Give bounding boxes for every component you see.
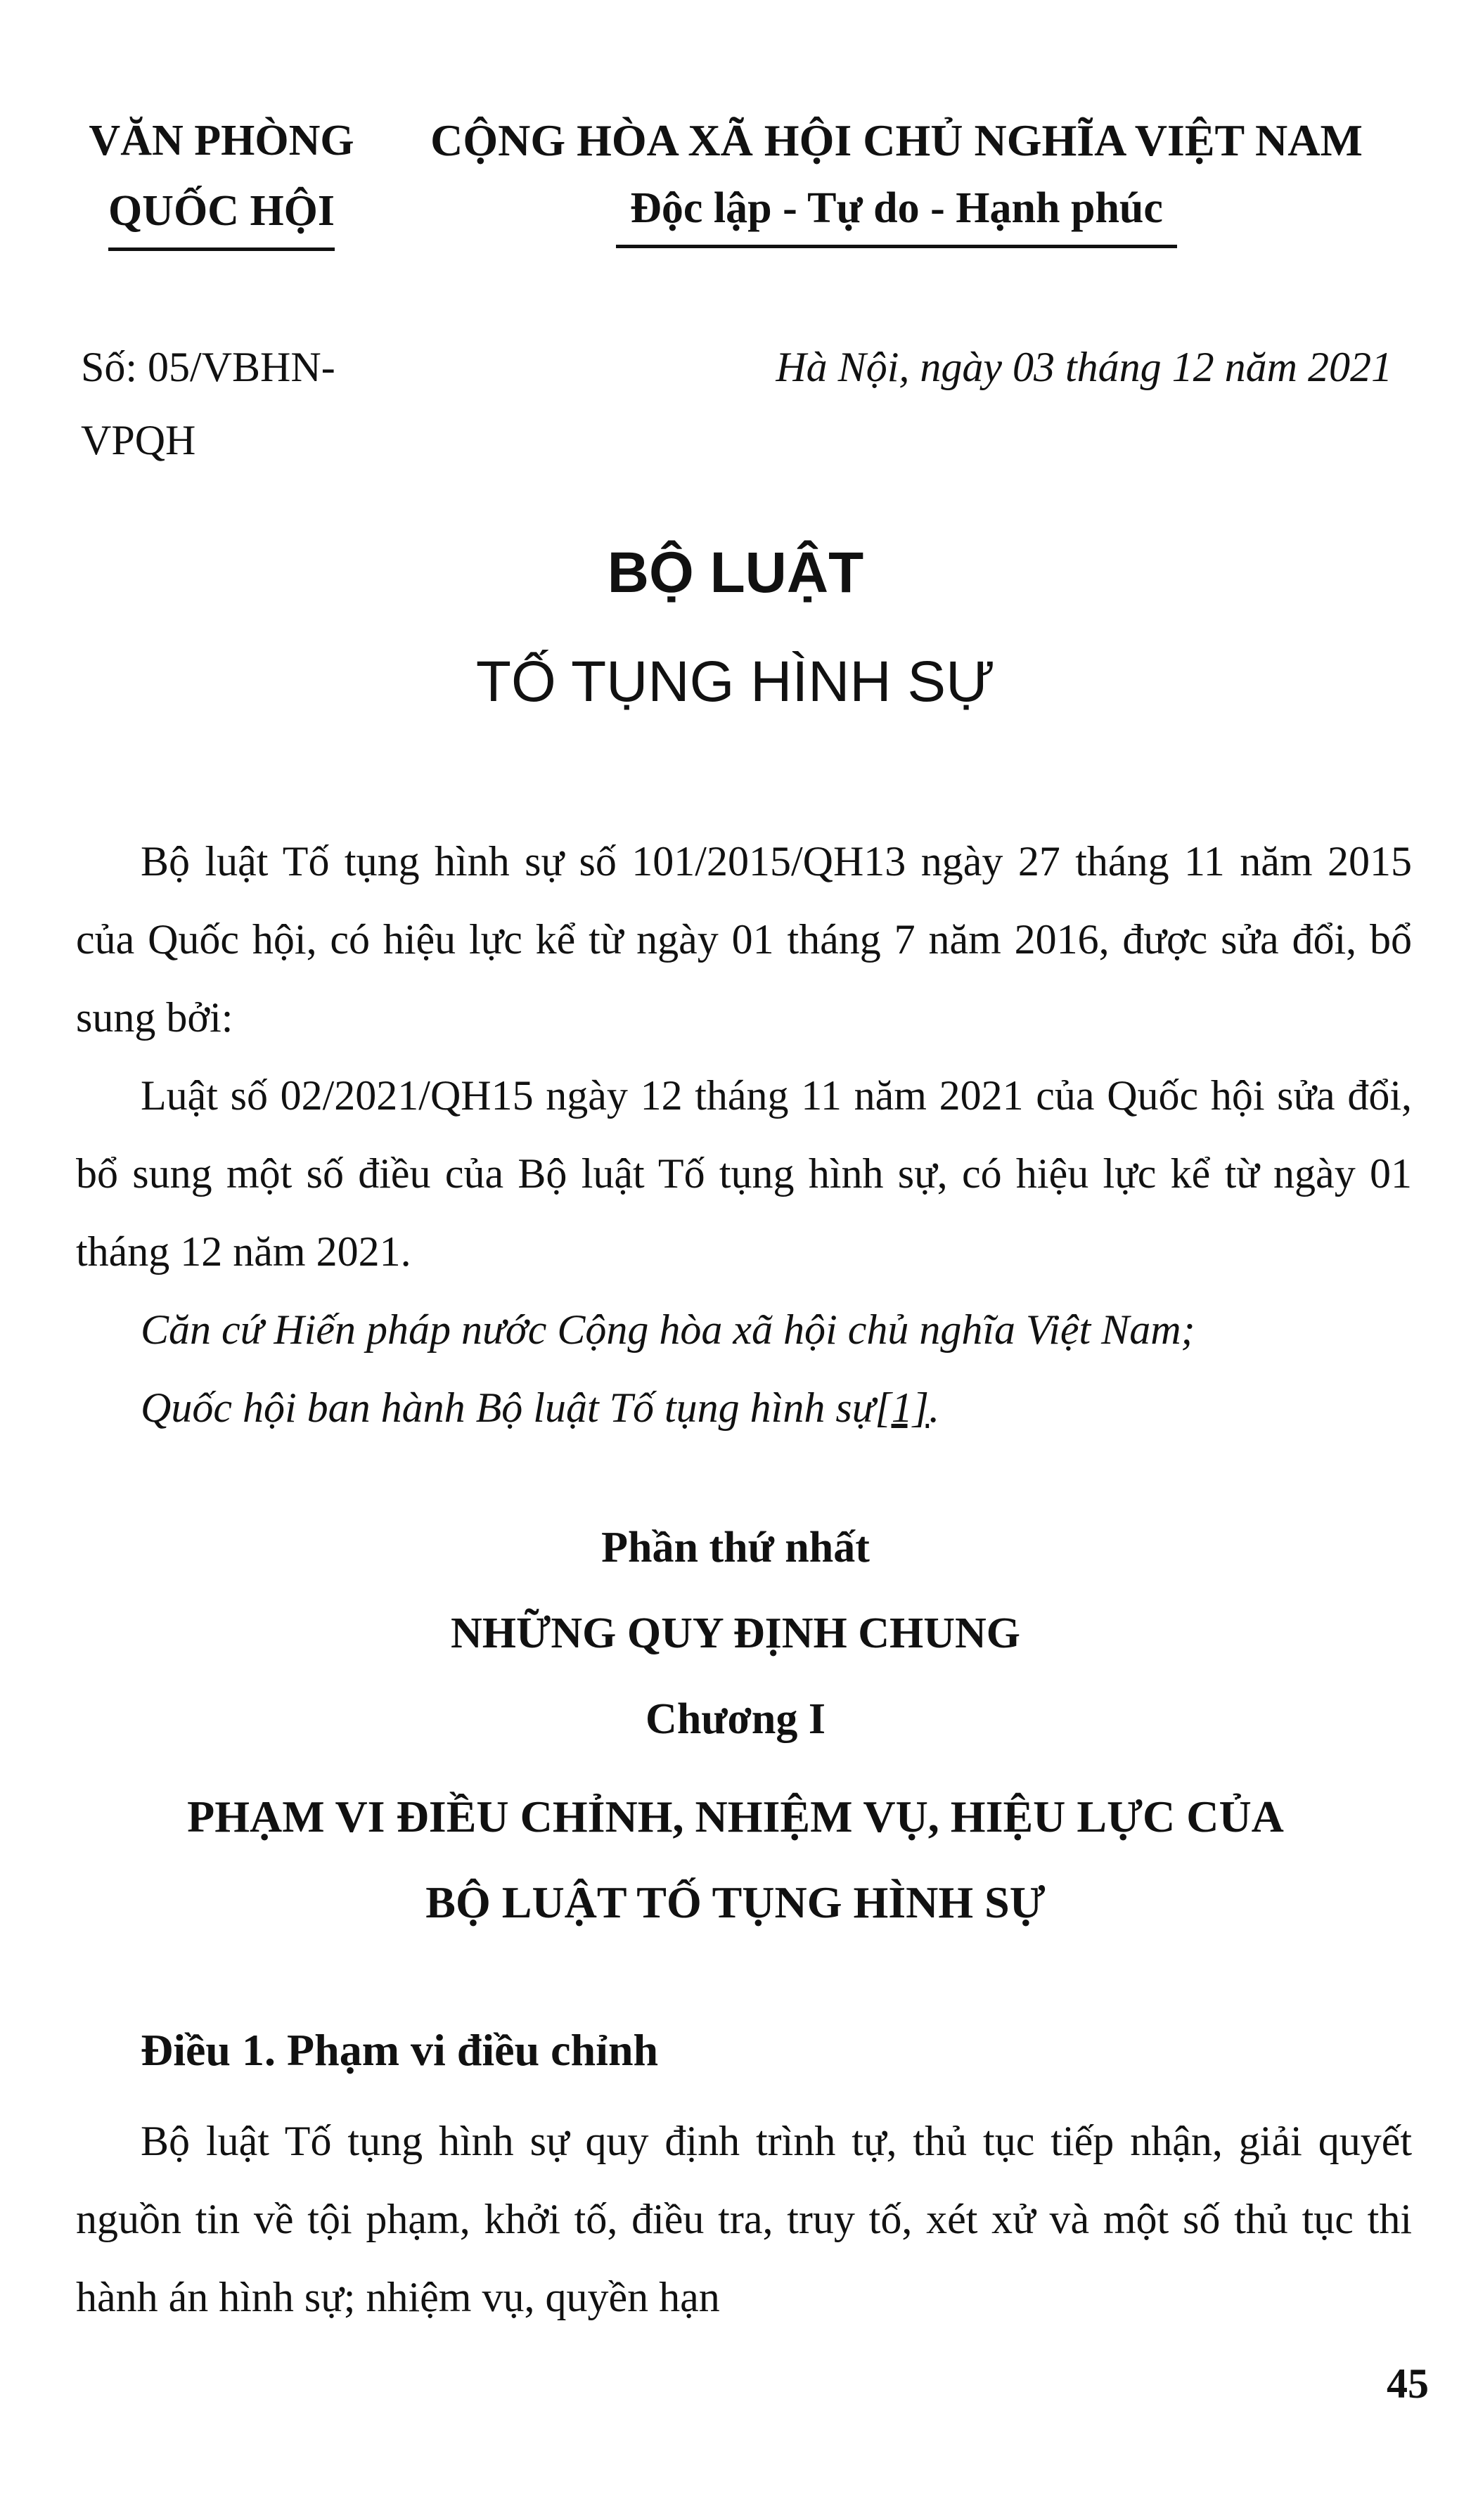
national-header <box>401 105 1392 248</box>
article-1-heading: Điều 1. Phạm vi điều chỉnh <box>141 2025 659 2075</box>
preamble-paragraph-2: Luật số 02/2021/QH15 ngày 12 tháng 11 năm 2021 của Quốc hội sửa đổi, bổ sung một số điều của Bộ luật Tố tụng hình sự, có hiệu lực kể từ ngày 01 tháng 12 năm 2021. <box>76 1072 1412 1275</box>
document-number-line-2: VPQH <box>81 417 196 463</box>
document-date: Hà Nội, ngày 03 tháng 12 năm 2021 <box>776 344 1392 390</box>
agency-line-1: VĂN PHÒNG <box>89 117 354 165</box>
preamble <box>76 823 1412 1447</box>
part-name: NHỮNG QUY ĐỊNH CHUNG <box>451 1609 1020 1657</box>
preamble-paragraph-4 <box>76 1369 1412 1447</box>
preamble-paragraph-4-text: Quốc hội ban hành Bộ luật Tố tụng hình sự <box>141 1384 875 1431</box>
footnote-link[interactable]: [1] <box>875 1384 930 1431</box>
chapter-name-line-2: BỘ LUẬT TỐ TỤNG HÌNH SỰ <box>425 1877 1046 1927</box>
preamble-paragraph-4-end: . <box>929 1384 940 1431</box>
nation-name: CỘNG HÒA XÃ HỘI CHỦ NGHĨA VIỆT NAM <box>430 115 1363 165</box>
article-1-paragraph: Bộ luật Tố tụng hình sự quy định trình tự, thủ tục tiếp nhận, giải quyết nguồn tin về tội phạm, khởi tố, điều tra, truy tố, xét xử và một số thủ tục thi hành án hình sự; nhiệm vụ, quyền hạn <box>76 2118 1412 2320</box>
part-label: Phần thứ nhất <box>601 1524 870 1571</box>
preamble-paragraph-3: Căn cứ Hiến pháp nước Cộng hòa xã hội chủ nghĩa Việt Nam; <box>141 1306 1195 1353</box>
chapter-label: Chương I <box>645 1695 826 1743</box>
page-number: 45 <box>1387 2360 1429 2407</box>
chapter-name-line-1: PHẠM VI ĐIỀU CHỈNH, NHIỆM VỤ, HIỆU LỰC CỦA <box>187 1792 1284 1841</box>
agency-line-2: QUỐC HỘI <box>108 179 335 251</box>
document-number-line-1: Số: 05/VBHN- <box>81 344 335 390</box>
national-motto: Độc lập - Tự do - Hạnh phúc <box>616 176 1177 248</box>
preamble-paragraph-1: Bộ luật Tố tụng hình sự số 101/2015/QH13 ngày 27 tháng 11 năm 2015 của Quốc hội, có hiệu lực kể từ ngày 01 tháng 7 năm 2016, được sửa đổi, bổ sung bởi: <box>76 838 1412 1041</box>
issuing-agency <box>56 105 387 251</box>
article-1-body <box>76 2102 1412 2336</box>
document-number <box>81 330 432 477</box>
document-title: BỘ LUẬT <box>607 541 864 605</box>
document-subtitle: TỐ TỤNG HÌNH SỰ <box>475 650 996 714</box>
